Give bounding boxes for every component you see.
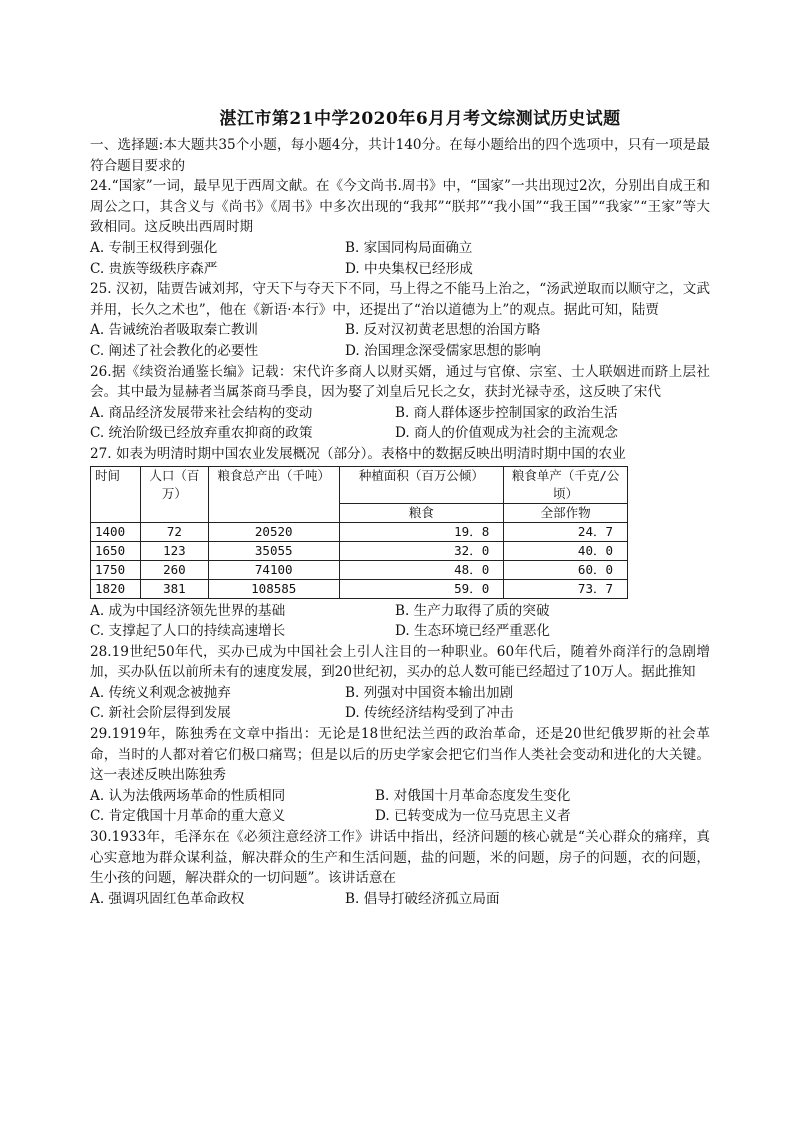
header-area: 种植面积（百万公倾） xyxy=(339,466,504,503)
option-c: C. 支撑起了人口的持续高速增长 xyxy=(90,623,286,640)
option-d: D. 治国理念深受儒家思想的影响 xyxy=(345,342,541,359)
question-27-stem: 27. 如表为明清时期中国农业发展概况（部分）。表格中的数据反映出明清时期中国的农业 xyxy=(90,445,626,462)
cell-grain-total: 20520 xyxy=(208,522,339,541)
cell-grain-total: 108585 xyxy=(208,579,339,598)
option-b: B. 家国同构局面确立 xyxy=(345,239,473,256)
option-c: C. 新社会阶层得到发展 xyxy=(90,705,231,722)
option-b: B. 倡导打破经济孤立局面 xyxy=(345,890,500,907)
option-c: C. 阐述了社会教化的必要性 xyxy=(90,342,259,359)
cell-grain-total: 74100 xyxy=(208,560,339,579)
question-24-options-row1 xyxy=(90,238,710,259)
question-28-options-row1 xyxy=(90,683,710,704)
question-24-options-row2 xyxy=(90,259,710,280)
cell-area: 48．0 xyxy=(339,560,504,579)
question-28-stem: 28.19世纪50年代，买办已成为中国社会上引人注目的一种职业。60年代后，随着外商洋行的急剧增加，买办队伍以前所未有的速度发展，到20世纪初，买办的总人数可能已经超过了10万人。据此推知 xyxy=(90,643,710,681)
option-b: B. 生产力取得了质的突破 xyxy=(395,602,550,619)
option-c: C. 贵族等级秩序森严 xyxy=(90,260,218,277)
option-a: A. 强调巩固红色革命政权 xyxy=(90,890,245,907)
question-29-options-row2 xyxy=(90,806,710,827)
option-a: A. 传统义利观念被抛弃 xyxy=(90,684,231,701)
cell-area: 32．0 xyxy=(339,541,504,560)
table-row xyxy=(91,522,628,541)
option-d: D. 已转变成为一位马克思主义者 xyxy=(375,808,571,825)
question-27-options-row2 xyxy=(90,621,710,642)
question-30-stem: 30.1933年，毛泽东在《必须注意经济工作》讲话中指出，经济问题的核心就是“关心群众的痛痒，真心实意地为群众谋利益，解决群众的生产和生活问题，盐的问题，米的问题，房子的问题，衣的问题，生小孩的问题，解决群众的一切问题”。该讲话意在 xyxy=(90,829,710,887)
option-d: D. 商人的价值观成为社会的主流观念 xyxy=(395,425,618,442)
cell-yield: 60．0 xyxy=(504,560,628,579)
cell-grain-total: 35055 xyxy=(208,541,339,560)
cell-area: 59．0 xyxy=(339,579,504,598)
cell-year: 1820 xyxy=(91,579,141,598)
question-26-stem: 26.据《续资治通鉴长编》记载：宋代许多商人以财买婿，通过与官僚、宗室、士人联姻进而跻上层社会。其中最为显赫者当属茶商马季良，因为娶了刘皇后兄长之女，获封光禄寺丞，这反映了宋代 xyxy=(90,363,710,401)
option-c: C. 统治阶级已经放弃重农抑商的政策 xyxy=(90,425,313,442)
cell-yield: 24．7 xyxy=(504,522,628,541)
question-29-options-row1 xyxy=(90,786,710,807)
table-header-row xyxy=(91,466,628,503)
header-area-grain: 粮食 xyxy=(339,503,504,522)
question-25-options-row2 xyxy=(90,341,710,362)
option-a: A. 商品经济发展带来社会结构的变动 xyxy=(90,404,313,421)
option-d: D. 中央集权已经形成 xyxy=(345,260,473,277)
option-d: D. 生态环境已经严重恶化 xyxy=(395,623,550,640)
header-time: 时间 xyxy=(91,466,141,522)
header-grain-total: 粮食总产出（千吨） xyxy=(208,466,339,522)
question-29-stem: 29.1919年，陈独秀在文章中指出：无论是18世纪法兰西的政治革命，还是20世纪俄罗斯的社会革命，当时的人都对着它们极口痛骂；但是以后的历史学家会把它们当作人类社会变动和进化的大关键。这一表述反映出陈独秀 xyxy=(90,726,710,784)
page-title: 湛江市第21中学2020年6月月考文综测试历史试题 xyxy=(219,109,621,129)
option-a: A. 认为法俄两场革命的性质相同 xyxy=(90,787,286,804)
cell-area: 19．8 xyxy=(339,522,504,541)
question-26-options-row1 xyxy=(90,403,710,424)
header-yield: 粮食单产（千克/公顷） xyxy=(504,466,628,503)
question-30-options-row1 xyxy=(90,889,710,910)
question-27-options-row1 xyxy=(90,601,710,622)
option-b: B. 列强对中国资本输出加剧 xyxy=(345,684,514,701)
table-row xyxy=(91,579,628,598)
cell-year: 1400 xyxy=(91,522,141,541)
cell-population: 260 xyxy=(140,560,208,579)
option-b: B. 对俄国十月革命态度发生变化 xyxy=(375,787,571,804)
option-b: B. 反对汉初黄老思想的治国方略 xyxy=(345,322,541,339)
option-b: B. 商人群体逐步控制国家的政治生活 xyxy=(395,404,618,421)
option-d: D. 传统经济结构受到了冲击 xyxy=(345,705,514,722)
table-row xyxy=(91,560,628,579)
question-24-stem: 24.“国家”一词，最早见于西周文献。在《今文尚书.周书》中，“国家”一共出现过2次，分别出自成王和周公之口，其含义与《尚书》《周书》中多次出现的“我邦”“朕邦”“我小国”“我王国”“我家”“王家”等大致相同。这反映出西周时期 xyxy=(90,178,710,236)
cell-year: 1750 xyxy=(91,560,141,579)
option-a: A. 专制王权得到强化 xyxy=(90,239,218,256)
option-c: C. 肯定俄国十月革命的重大意义 xyxy=(90,808,286,825)
cell-year: 1650 xyxy=(91,541,141,560)
cell-population: 72 xyxy=(140,522,208,541)
option-a: A. 告诫统治者吸取秦亡教训 xyxy=(90,322,258,339)
cell-yield: 40．0 xyxy=(504,541,628,560)
header-population: 人口（百万） xyxy=(140,466,208,522)
cell-population: 123 xyxy=(140,541,208,560)
question-28-options-row2 xyxy=(90,703,710,724)
exam-page xyxy=(90,104,710,909)
question-25-stem: 25. 汉初，陆贾告诫刘邦，守天下与夺天下不同，马上得之不能马上治之，“汤武逆取而以顺守之，文武并用，长久之术也”，他在《新语·本行》中，还提出了“治以道德为上”的观点。据此可知，陆贾 xyxy=(90,281,710,318)
table-row xyxy=(91,541,628,560)
cell-yield: 73．7 xyxy=(504,579,628,598)
option-a: A. 成为中国经济领先世界的基础 xyxy=(90,602,286,619)
question-25-options-row1 xyxy=(90,320,710,341)
section-intro: 一、选择题:本大题共35个小题，每小题4分，共计140分。在每小题给出的四个选项中，只有一项是最符合题目要求的 xyxy=(90,137,710,174)
cell-population: 381 xyxy=(140,579,208,598)
header-yield-all: 全部作物 xyxy=(504,503,628,522)
agriculture-data-table xyxy=(90,466,628,599)
question-26-options-row2 xyxy=(90,423,710,444)
